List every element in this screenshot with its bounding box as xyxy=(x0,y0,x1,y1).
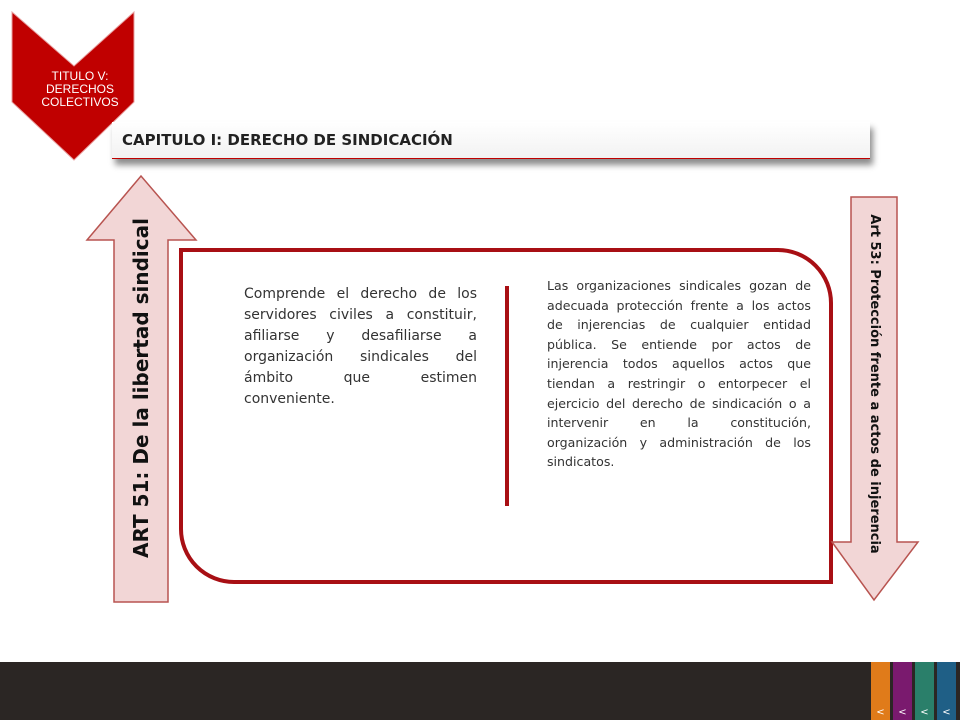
chevron-left-icon: < xyxy=(942,707,951,718)
footer-stripe-blue xyxy=(937,662,956,720)
footer-stripe-purple xyxy=(893,662,912,720)
up-arrow-label: ART 51: De la libertad sindical xyxy=(129,218,153,558)
footer-stripe-teal xyxy=(915,662,934,720)
chapter-header-bar xyxy=(112,122,870,159)
footer-band xyxy=(0,662,960,720)
chevron-left-icon: < xyxy=(898,707,907,718)
badge-label: TITULO V: DERECHOS COLECTIVOS xyxy=(41,69,119,109)
panel-divider xyxy=(505,286,509,506)
chapter-title: CAPITULO I: DERECHO DE SINDICACIÓN xyxy=(122,131,453,149)
footer-stripe-orange xyxy=(871,662,890,720)
left-paragraph: Comprende el derecho de los servidores civiles a constituir, afiliarse y desafiliarse a organización sindicales del ámbito que estimen conveniente. xyxy=(244,286,477,407)
chevron-left-icon: < xyxy=(920,707,929,718)
chevron-left-icon: < xyxy=(876,707,885,718)
right-paragraph: Las organizaciones sindicales gozan de adecuada protección frente a los actos de injerencias de cualquier entidad pública. Se entiende por actos de injerencia todos aquellos actos que tiendan a restringir o entorpecer el ejercicio del derecho de sindicación o a intervenir en la constitución, organización y administración de los sindicatos. xyxy=(547,278,811,470)
down-arrow-label: Art 53: Protección frente a actos de injerencia xyxy=(867,214,882,554)
